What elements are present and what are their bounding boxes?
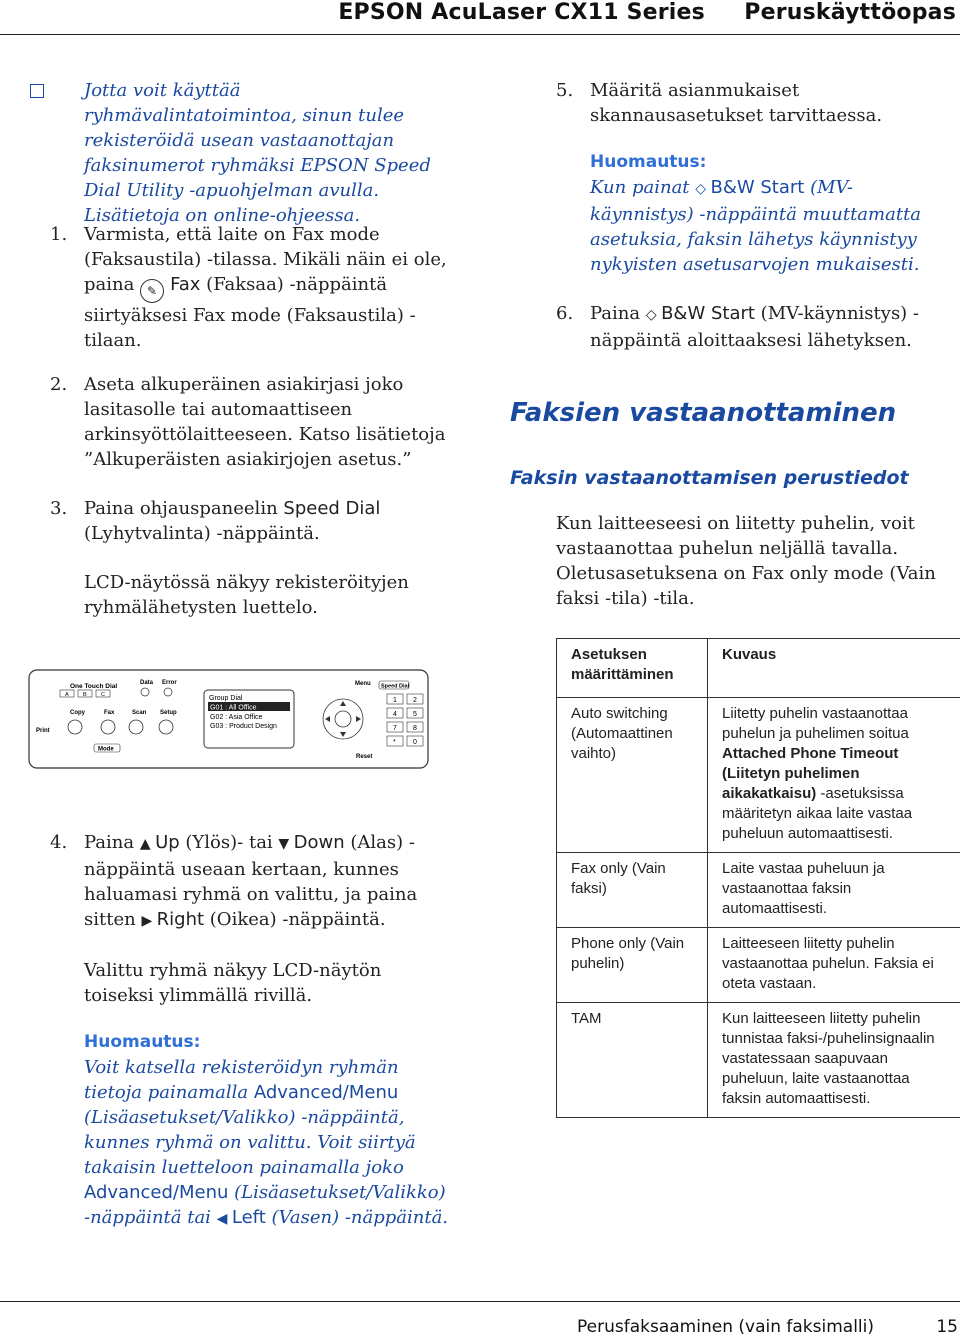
down-arrow-icon: ▼ bbox=[278, 836, 294, 852]
speed-dial-key-label: Speed Dial bbox=[283, 498, 381, 519]
step-number: 6. bbox=[556, 303, 574, 324]
numkey-2: 2 bbox=[413, 697, 417, 704]
footer-section: Perusfaksaaminen (vain faksimalli) bbox=[577, 1317, 874, 1337]
table-cell-setting: Phone only (Vain puhelin) bbox=[557, 928, 708, 1003]
left-key-label: Left bbox=[231, 1207, 266, 1228]
step-number: 5. bbox=[556, 80, 574, 101]
note-text-a: Kun painat bbox=[590, 177, 696, 198]
lcd-title: Group Dial bbox=[209, 695, 243, 702]
lcd-row-2: G02 : Asia Office bbox=[210, 714, 263, 721]
footer-rule bbox=[0, 1301, 960, 1302]
bullet-item bbox=[30, 78, 450, 228]
note-heading: Huomautus: bbox=[590, 152, 707, 172]
advanced-menu-key-label: Advanced/Menu bbox=[253, 1082, 399, 1103]
step-text: Paina bbox=[84, 832, 140, 853]
page-number: 15 bbox=[936, 1317, 958, 1337]
page-header bbox=[0, 0, 960, 34]
left-column bbox=[30, 78, 450, 228]
note-text-c: (Lisäasetukset/Valikko) -näppäintä tai bbox=[84, 1182, 446, 1228]
step-note: Valittu ryhmä näkyy LCD-näytön toiseksi ylimmällä rivillä. bbox=[84, 960, 382, 1006]
right-arrow-icon: ▶ bbox=[141, 913, 157, 929]
bullet-text: Jotta voit käyttää ryhmävalintatoimintoa, sinun tulee rekisteröidä usean vastaanottajan faksinumerot ryhmäksi EPSON Speed Dial Utility -apuohjelman avulla. Lisätietoja on online-ohjeessa. bbox=[84, 80, 431, 226]
step-3 bbox=[50, 496, 450, 620]
step-text: Aseta alkuperäinen asiakirjasi joko lasitasolle tai automaattiseen arkinsyöttölaitteeseen. Katso lisätietoja ”Alkuperäisten asiakirjojen asetus.” bbox=[84, 374, 446, 470]
lcd-row-3: G03 : Product Design bbox=[210, 723, 277, 730]
note-text-a: Voit katsella rekisteröidyn ryhmän tietoja painamalla bbox=[84, 1057, 399, 1103]
right-key-label: Right bbox=[156, 909, 205, 930]
key-b-label: B bbox=[83, 692, 87, 698]
note-text bbox=[590, 175, 956, 277]
numkey-star: * bbox=[393, 739, 396, 746]
table-cell-description bbox=[708, 698, 960, 853]
step-1 bbox=[50, 222, 450, 353]
page-footer bbox=[0, 1301, 960, 1341]
start-diamond-icon: ◇ bbox=[695, 181, 711, 197]
numkey-5: 5 bbox=[413, 711, 417, 718]
step-text-c: (Alas) -näppäintä useaan kertaan, kunnes haluamasi ryhmä on valittu, ja paina sitten bbox=[84, 832, 418, 930]
step-text: Paina ohjauspaneelin bbox=[84, 498, 284, 519]
note-block bbox=[50, 1030, 450, 1232]
table-row bbox=[557, 853, 960, 928]
data-label: Data bbox=[140, 680, 154, 686]
step-note: LCD-näytössä näkyy rekisteröityjen ryhmälähetysten luettelo. bbox=[84, 572, 409, 618]
control-panel-svg bbox=[28, 664, 430, 770]
menu-label: Menu bbox=[355, 681, 371, 687]
fax-label: Fax bbox=[104, 710, 115, 716]
speed-dial-label: Speed Dial bbox=[381, 683, 410, 690]
bw-start-key-label: B&W Start bbox=[661, 303, 755, 324]
fax-key-label: Fax bbox=[170, 274, 201, 295]
table-header-description: Kuvaus bbox=[708, 639, 960, 698]
step-text: Paina bbox=[590, 303, 646, 324]
step-4 bbox=[50, 830, 450, 1232]
table-cell-description: Laite vastaa puheluun ja vastaanottaa faksin automaattisesti. bbox=[708, 853, 960, 928]
table-row bbox=[557, 1003, 960, 1118]
bw-start-key-label: B&W Start bbox=[710, 177, 805, 198]
desc-text-b: -asetuksissa määritetyn aikaa laite vastaa puheluun automaattisesti. bbox=[722, 785, 913, 842]
down-key-label: Down bbox=[293, 832, 345, 853]
advanced-menu-key-label-2: Advanced/Menu bbox=[84, 1182, 229, 1203]
up-arrow-icon: ▲ bbox=[139, 836, 156, 852]
table-cell-setting: TAM bbox=[557, 1003, 708, 1118]
table-row bbox=[557, 698, 960, 853]
numkey-1: 1 bbox=[393, 697, 397, 704]
step-number: 4. bbox=[50, 832, 68, 853]
scan-label: Scan bbox=[132, 710, 147, 716]
note-text-b: (MV-käynnistys) -näppäintä muuttamatta asetuksia, faksin lähetys käynnistyy nykyisten asetusarvojen mukaisesti. bbox=[590, 177, 922, 275]
table-row bbox=[557, 928, 960, 1003]
start-diamond-icon: ◇ bbox=[645, 307, 662, 323]
step-text-cont: (MV-käynnistys) -näppäintä aloittaaksesi lähetyksen. bbox=[590, 303, 920, 351]
checkbox-bullet-icon bbox=[30, 84, 44, 98]
numkey-4: 4 bbox=[393, 711, 397, 718]
mode-label: Mode bbox=[98, 746, 114, 753]
step-number: 2. bbox=[50, 374, 68, 395]
step-text: Varmista, että laite on Fax mode (Faksaustila) -tilassa. Mikäli näin ei ole, paina bbox=[84, 224, 447, 295]
numkey-7: 7 bbox=[393, 725, 397, 732]
table-cell-description: Laitteeseen liitetty puhelin vastaanottaa puhelun. Faksia ei oteta vastaan. bbox=[708, 928, 960, 1003]
key-a-label: A bbox=[65, 692, 69, 698]
print-label: Print bbox=[36, 728, 50, 734]
header-rule bbox=[0, 34, 960, 35]
header-title: EPSON AcuLaser CX11 Series Peruskäyttöopas bbox=[338, 0, 956, 25]
numkey-0: 0 bbox=[413, 739, 417, 746]
step-5 bbox=[556, 78, 956, 277]
step-number: 1. bbox=[50, 224, 68, 245]
up-key-label: Up bbox=[155, 832, 180, 853]
step-text-b: (Ylös)- tai bbox=[179, 832, 279, 853]
table-header-row bbox=[557, 639, 960, 698]
step-number: 3. bbox=[50, 498, 68, 519]
table-cell-setting: Fax only (Vain faksi) bbox=[557, 853, 708, 928]
fax-key-icon: ✎ bbox=[140, 279, 164, 303]
receive-modes-table bbox=[556, 638, 960, 1118]
setup-label: Setup bbox=[160, 710, 177, 716]
note-text bbox=[84, 1055, 450, 1232]
step-6 bbox=[556, 301, 956, 353]
subsection-heading: Faksin vastaanottamisen perustiedot bbox=[510, 467, 909, 489]
step-text-d: (Oikea) -näppäintä. bbox=[204, 909, 386, 930]
note-text-b: (Lisäasetukset/Valikko) -näppäintä, kunnes ryhmä on valittu. Voit siirtyä takaisin luetteloon painamalla joko bbox=[84, 1107, 416, 1178]
desc-text: Liitetty puhelin vastaanottaa puhelun ja puhelimen soitua bbox=[722, 705, 909, 742]
table-cell-setting: Auto switching (Automaattinen vaihto) bbox=[557, 698, 708, 853]
table-cell-description: Kun laitteeseen liitetty puhelin tunnistaa faksi-/puhelinsignaalin vastatessaan saapuvaan puheluun, laite vastaanottaa faksin automaattisesti. bbox=[708, 1003, 960, 1118]
step-text-cont: (Faksaa) -näppäintä siirtyäksesi Fax mode (Faksaustila) -tilaan. bbox=[84, 274, 416, 351]
key-c-label: C bbox=[101, 692, 105, 698]
step-text: Määritä asianmukaiset skannausasetukset tarvittaessa. bbox=[590, 80, 883, 126]
one-touch-label: One Touch Dial bbox=[70, 683, 118, 690]
error-label: Error bbox=[162, 680, 177, 686]
step-text-cont: (Lyhytvalinta) -näppäintä. bbox=[84, 523, 320, 544]
step-2 bbox=[50, 372, 450, 472]
numkey-8: 8 bbox=[413, 725, 417, 732]
lcd-row-1: G01 : All Office bbox=[210, 704, 257, 712]
note-block bbox=[556, 150, 956, 277]
control-panel-illustration bbox=[28, 664, 430, 770]
copy-label: Copy bbox=[70, 710, 85, 716]
note-text-d: (Vasen) -näppäintä. bbox=[265, 1207, 449, 1228]
reset-label: Reset bbox=[356, 754, 373, 760]
section-heading: Faksien vastaanottaminen bbox=[510, 398, 897, 428]
table-header-setting: Asetuksen määrittäminen bbox=[557, 639, 708, 698]
left-arrow-icon: ◀ bbox=[216, 1211, 232, 1227]
desc-bold: Attached Phone Timeout (Liitetyn puhelimen aikakatkaisu) bbox=[722, 745, 899, 802]
note-heading: Huomautus: bbox=[84, 1032, 201, 1052]
intro-paragraph: Kun laitteeseesi on liitetty puhelin, voit vastaanottaa puhelun neljällä tavalla. Oletusasetuksena on Fax only mode (Vain faksi -tila) -tila. bbox=[556, 513, 936, 609]
